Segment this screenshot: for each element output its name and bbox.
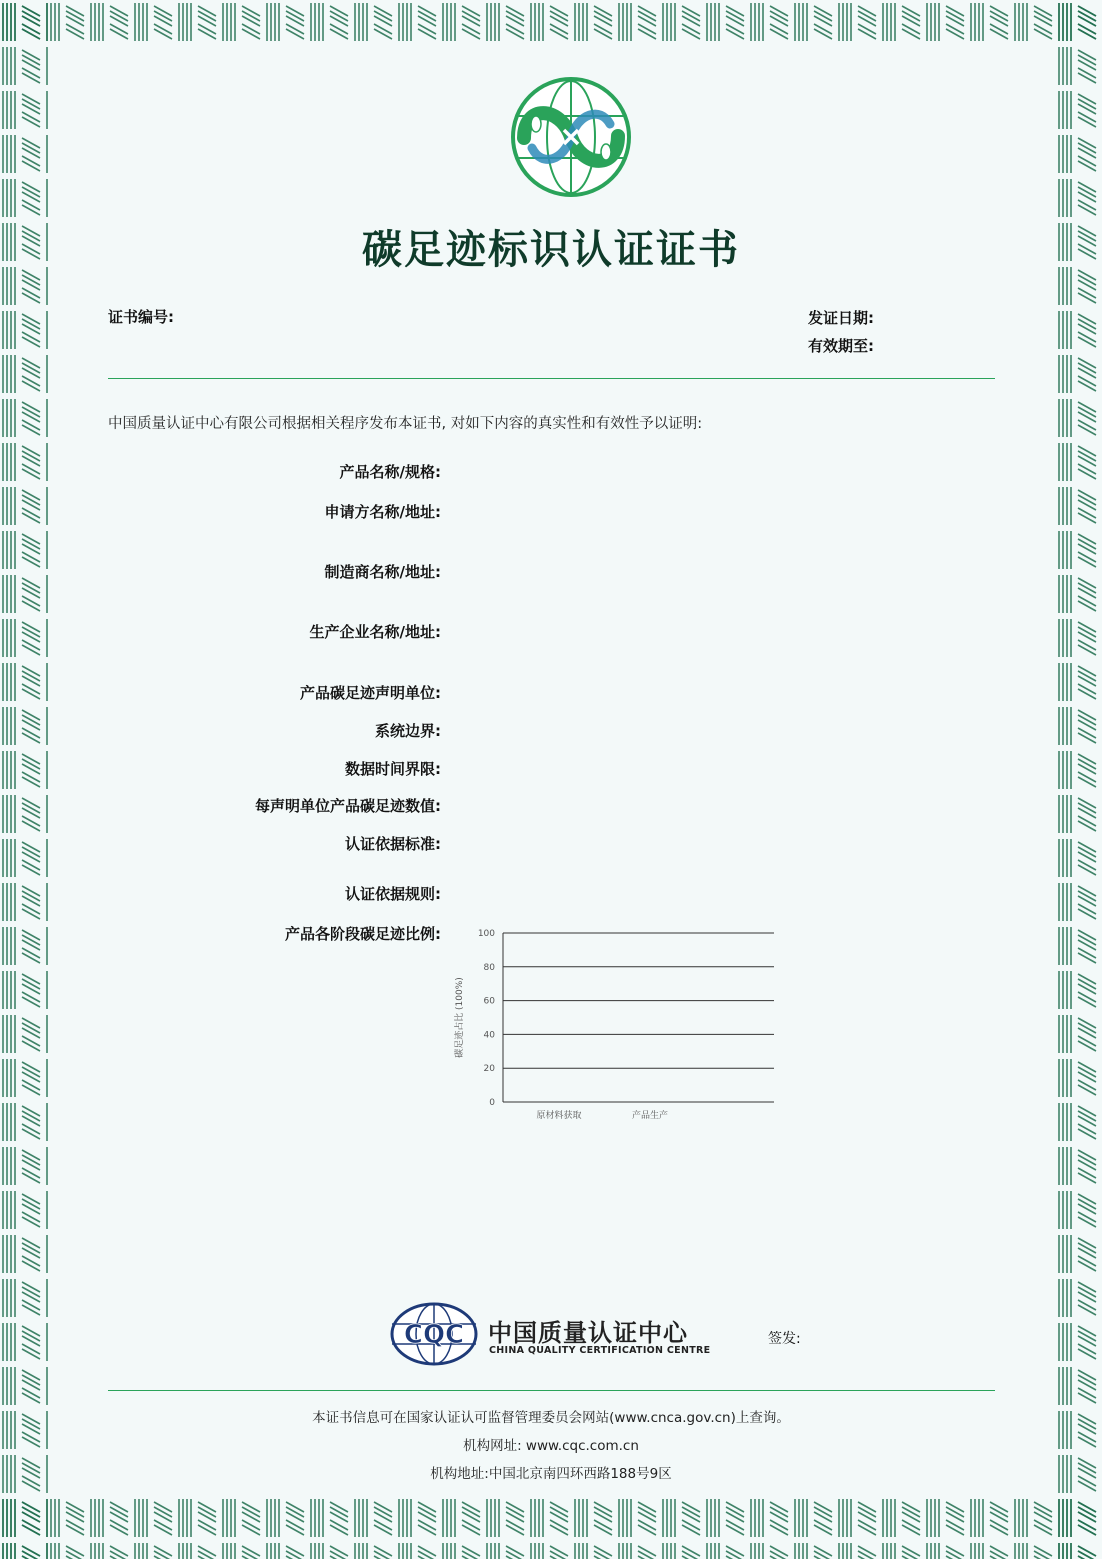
divider-bottom <box>108 1390 995 1391</box>
carbon-footprint-logo <box>502 76 640 198</box>
footer-address: 机构地址:中国北京南四环西路188号9区 <box>430 1466 672 1482</box>
field-production-enterprise-label: 生产企业名称/地址: <box>309 623 441 641</box>
x-tick-label: 原材料获取 <box>536 1111 582 1121</box>
valid-until-label: 有效期至: <box>808 337 874 355</box>
y-axis-label: 碳足迹占比 (100%) <box>455 977 465 1058</box>
y-tick-label: 60 <box>483 996 495 1007</box>
cqc-globe-logo <box>388 1302 480 1366</box>
y-tick-label: 0 <box>489 1098 495 1108</box>
field-applicant-label: 申请方名称/地址: <box>324 503 441 521</box>
field-product-name-label: 产品名称/规格: <box>339 463 441 481</box>
y-tick-label: 20 <box>483 1064 495 1075</box>
cqc-logo-text: CQC <box>403 1320 465 1350</box>
y-tick-label: 80 <box>483 962 495 973</box>
footer-query-note: 本证书信息可在国家认证认可监督管理委员会网站(www.cnca.gov.cn)上查询。 <box>312 1410 790 1426</box>
field-footprint-value-label: 每声明单位产品碳足迹数值: <box>255 797 441 815</box>
y-tick-label: 40 <box>483 1030 495 1041</box>
cert-number-label: 证书编号: <box>108 308 174 326</box>
footer-website: 机构网址: www.cqc.com.cn <box>463 1438 639 1454</box>
issuer-name-en: CHINA QUALITY CERTIFICATION CENTRE <box>489 1345 711 1356</box>
field-stage-ratio-label: 产品各阶段碳足迹比例: <box>285 925 441 943</box>
certificate-title: 碳足迹标识认证证书 <box>362 227 740 273</box>
issue-date-label: 发证日期: <box>808 309 874 327</box>
field-data-time-boundary-label: 数据时间界限: <box>345 760 441 778</box>
intro-statement: 中国质量认证中心有限公司根据相关程序发布本证书, 对如下内容的真实性和有效性予以证明: <box>108 416 703 432</box>
y-tick-label: 100 <box>477 929 495 939</box>
stage-ratio-chart <box>448 922 788 1127</box>
field-rules-label: 认证依据规则: <box>345 885 441 903</box>
field-standard-label: 认证依据标准: <box>345 835 441 853</box>
field-declared-unit-label: 产品碳足迹声明单位: <box>300 684 441 702</box>
divider-top <box>108 378 995 379</box>
field-system-boundary-label: 系统边界: <box>375 722 441 740</box>
x-tick-label: 产品生产 <box>631 1111 669 1121</box>
field-manufacturer-label: 制造商名称/地址: <box>324 563 441 581</box>
issuer-name-cn: 中国质量认证中心 <box>488 1319 688 1347</box>
sign-label: 签发: <box>768 1331 801 1347</box>
